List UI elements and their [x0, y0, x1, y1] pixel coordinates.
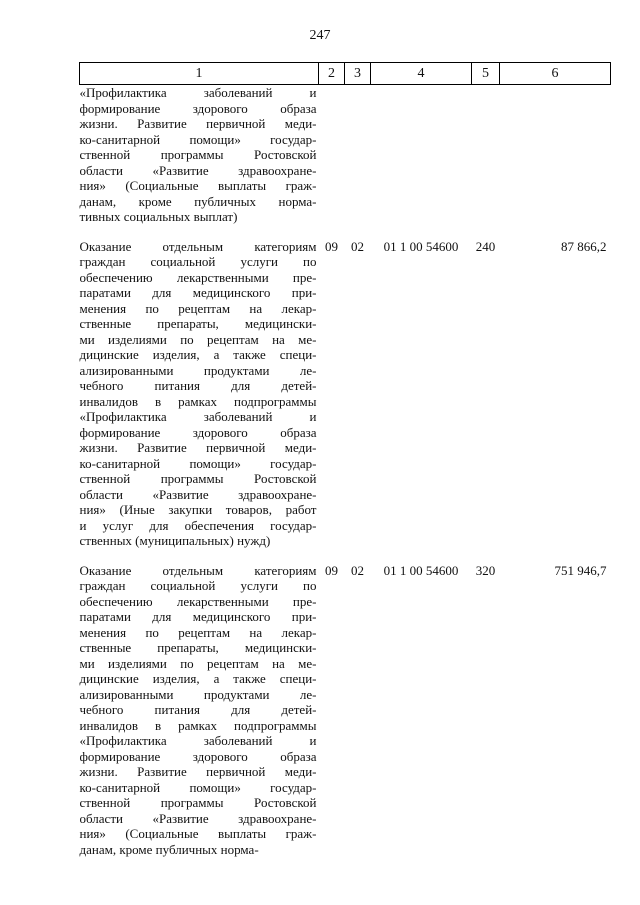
description-line: Оказание отдельным категориям	[79, 238, 317, 254]
col-header-5: 5	[472, 63, 500, 85]
col-header-4: 4	[371, 63, 472, 85]
table-row	[80, 85, 611, 239]
col-header-1: 1	[80, 63, 319, 85]
target-article-code: 01 1 00 54600	[383, 238, 459, 254]
target-article-code	[371, 85, 472, 239]
amount-value: 87 866,2	[561, 238, 607, 254]
description-line: граждан социальной услуги по	[79, 578, 317, 593]
row-description	[80, 563, 319, 858]
table-row	[80, 239, 611, 563]
description-line: области «Развитие здравоохране-	[79, 162, 317, 178]
description-line: ственной программы Ростовской	[79, 471, 317, 486]
description-line: Оказание отдельным категориям	[79, 562, 317, 578]
description-line: ственные препараты, медицински-	[79, 316, 317, 331]
description-line: чебного питания для детей-	[79, 702, 317, 717]
description-line: области «Развитие здравоохране-	[79, 810, 317, 826]
description-line: граждан социальной услуги по	[79, 254, 317, 269]
description-line: ко-санитарной помощи» государ-	[79, 779, 317, 795]
target-article-code: 01 1 00 54600	[383, 562, 459, 578]
description-line: ственные препараты, медицински-	[79, 640, 317, 655]
description-line: данам, кроме публичных норма-	[79, 193, 317, 209]
description-line: обеспечению лекарственными пре-	[79, 593, 317, 609]
expense-type-code: 320	[475, 562, 496, 578]
subsection-code: 02	[351, 238, 364, 254]
subsection-code	[345, 85, 371, 239]
description-line: данам, кроме публичных норма-	[79, 841, 259, 857]
header-row	[80, 63, 611, 85]
section-code: 09	[325, 238, 338, 254]
description-line: тивных социальных выплат)	[79, 209, 238, 224]
subsection-code: 02	[351, 562, 364, 578]
description-line: формирование здорового образа	[79, 424, 317, 440]
description-line: дицинские изделия, а также специ-	[79, 671, 317, 686]
description-line: формирование здорового образа	[79, 100, 317, 116]
expense-type-code: 240	[475, 238, 496, 254]
col-header-2: 2	[319, 63, 345, 85]
budget-table	[79, 62, 611, 857]
description-line: ния» (Социальные выплаты граж-	[79, 178, 317, 193]
description-line: ми изделиями по рецептам на ме-	[79, 655, 317, 671]
amount-value: 751 946,7	[554, 562, 607, 578]
description-line: ализированными продуктами ле-	[79, 362, 317, 378]
description-line: ния» (Социальные выплаты граж-	[79, 826, 317, 841]
col-header-3: 3	[345, 63, 371, 85]
description-line: ко-санитарной помощи» государ-	[79, 455, 317, 471]
description-line: паратами для медицинского при-	[79, 609, 317, 624]
description-line: инвалидов в рамках подпрограммы	[79, 717, 317, 733]
description-line: обеспечению лекарственными пре-	[79, 269, 317, 285]
row-description	[80, 239, 319, 563]
description-line: менения по рецептам на лекар-	[79, 624, 317, 640]
row-description	[80, 85, 319, 239]
section-code: 09	[325, 562, 338, 578]
description-line: формирование здорового образа	[79, 748, 317, 764]
expense-type-code	[472, 85, 500, 239]
description-line: дицинские изделия, а также специ-	[79, 347, 317, 362]
description-line: «Профилактика заболеваний и	[79, 409, 317, 424]
description-line: ния» (Иные закупки товаров, работ	[79, 502, 317, 517]
description-line: жизни. Развитие первичной меди-	[79, 116, 317, 131]
description-line: чебного питания для детей-	[79, 378, 317, 393]
description-line: области «Развитие здравоохране-	[79, 486, 317, 502]
description-line: ализированными продуктами ле-	[79, 686, 317, 702]
description-line: ственных (муниципальных) нужд)	[79, 533, 271, 548]
description-line: ственной программы Ростовской	[79, 147, 317, 162]
description-line: ко-санитарной помощи» государ-	[79, 131, 317, 147]
table-row	[80, 563, 611, 858]
description-line: жизни. Развитие первичной меди-	[79, 764, 317, 779]
description-line: и услуг для обеспечения государ-	[79, 517, 317, 533]
description-line: инвалидов в рамках подпрограммы	[79, 393, 317, 409]
description-line: менения по рецептам на лекар-	[79, 300, 317, 316]
description-line: ми изделиями по рецептам на ме-	[79, 331, 317, 347]
col-header-6: 6	[500, 63, 611, 85]
description-line: жизни. Развитие первичной меди-	[79, 440, 317, 455]
description-line: «Профилактика заболеваний и	[79, 85, 317, 100]
description-line: паратами для медицинского при-	[79, 285, 317, 300]
amount-value	[500, 85, 611, 239]
page-number: 247	[309, 28, 331, 43]
section-code	[319, 85, 345, 239]
description-line: ственной программы Ростовской	[79, 795, 317, 810]
description-line: «Профилактика заболеваний и	[79, 733, 317, 748]
